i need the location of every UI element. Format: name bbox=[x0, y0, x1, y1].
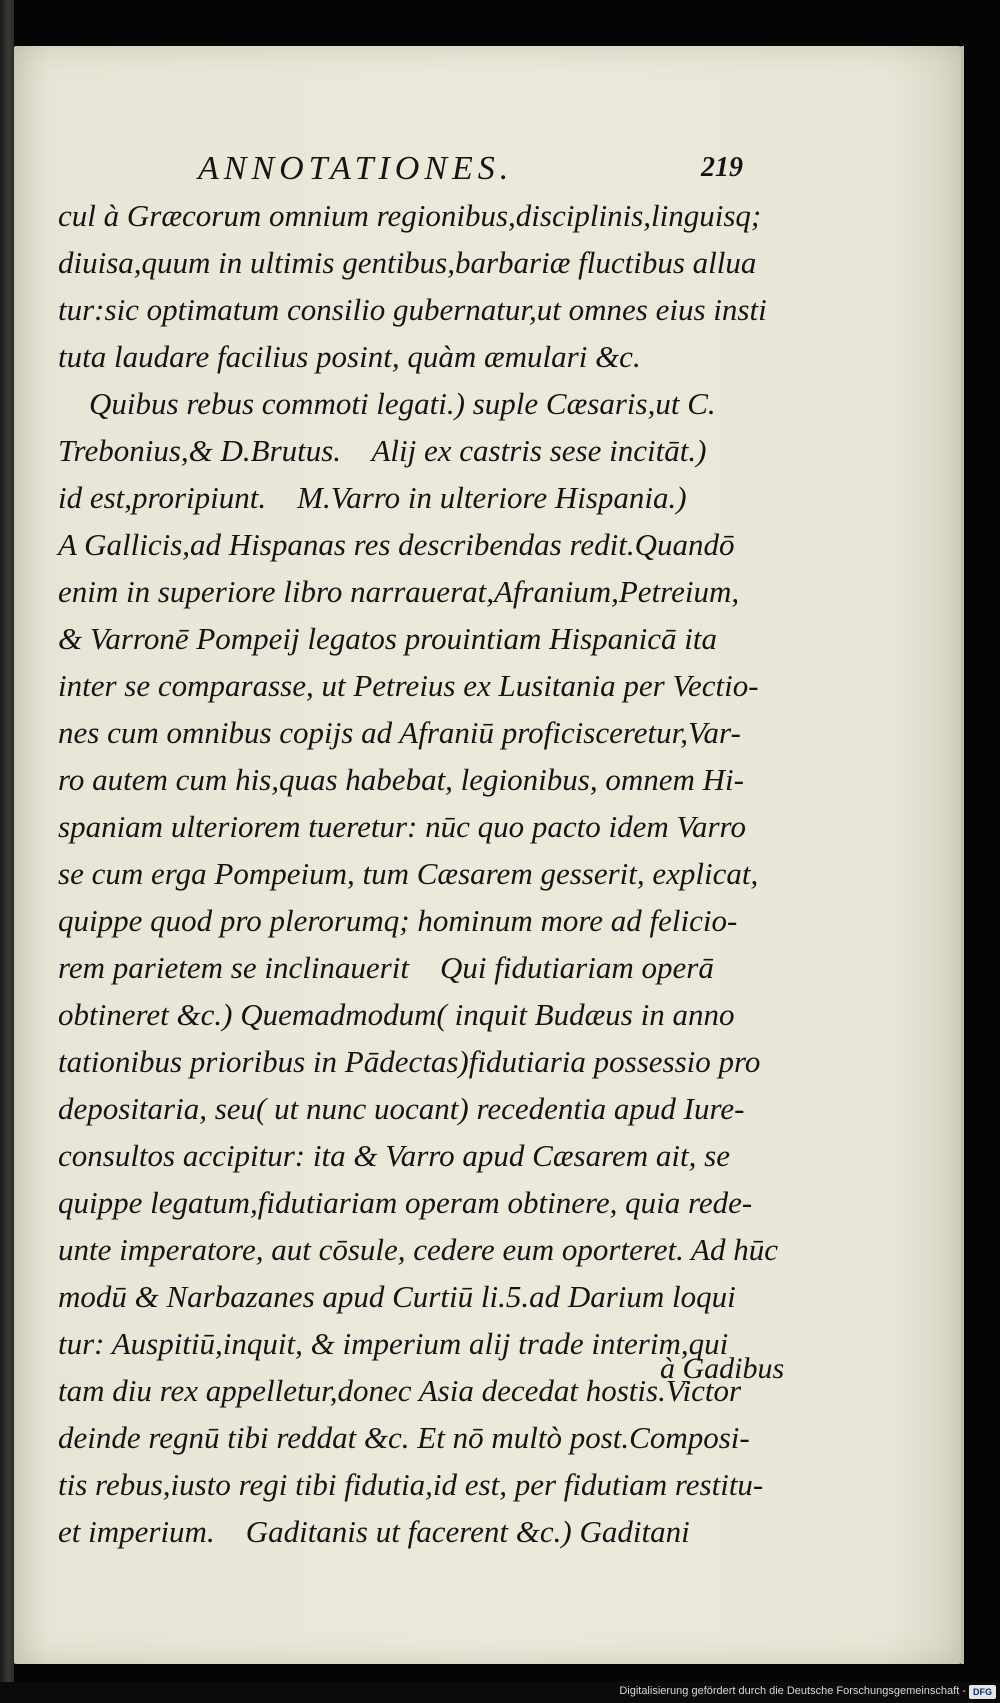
text-line: modū & Narbazanes apud Curtiū li.5.ad Darium loqui bbox=[58, 1279, 736, 1314]
text-line: nes cum omnibus copijs ad Afraniū proficisceretur,Var- bbox=[58, 715, 741, 750]
text-line: et imperium. Gaditanis ut facerent &c.) Gaditani bbox=[58, 1514, 690, 1549]
dfg-logo: DFG bbox=[969, 1685, 996, 1699]
text-line: A Gallicis,ad Hispanas res describendas redit.Quandō bbox=[58, 527, 735, 562]
text-line: inter se comparasse, ut Petreius ex Lusitania per Vectio- bbox=[58, 668, 759, 703]
text-line: ro autem cum his,quas habebat, legionibus, omnem Hi- bbox=[58, 762, 744, 797]
page-header bbox=[198, 150, 743, 196]
text-line: tationibus prioribus in Pādectas)fidutiaria possessio pro bbox=[58, 1044, 761, 1079]
text-line: unte imperatore, aut cōsule, cedere eum oporteret. Ad hūc bbox=[58, 1232, 778, 1267]
text-line: tur: Auspitiū,inquit, & imperium alij trade interim,qui bbox=[58, 1326, 729, 1361]
text-line: quippe quod pro plerorumq; hominum more ad felicio- bbox=[58, 903, 738, 938]
funding-credit: Digitalisierung gefördert durch die Deutsche Forschungsgemeinschaft - bbox=[619, 1685, 966, 1697]
running-head: ANNOTATIONES. bbox=[198, 150, 514, 187]
book-spine bbox=[0, 0, 14, 1703]
page-edge bbox=[961, 46, 964, 1664]
text-line: enim in superiore libro narrauerat,Afranium,Petreium, bbox=[58, 574, 740, 609]
text-line: diuisa,quum in ultimis gentibus,barbariæ fluctibus allua bbox=[58, 245, 757, 280]
text-line: quippe legatum,fidutiariam operam obtinere, quia rede- bbox=[58, 1185, 753, 1220]
page-number: 219 bbox=[701, 152, 743, 183]
text-line: tis rebus,iusto regi tibi fidutia,id est, per fidutiam restitu- bbox=[58, 1467, 764, 1502]
text-line: consultos accipitur: ita & Varro apud Cæsarem ait, se bbox=[58, 1138, 730, 1173]
body-text bbox=[58, 192, 786, 1555]
text-line: se cum erga Pompeium, tum Cæsarem gesserit, explicat, bbox=[58, 856, 759, 891]
text-line: tam diu rex appelletur,donec Asia decedat hostis.Victor bbox=[58, 1373, 742, 1408]
text-line: deinde regnū tibi reddat &c. Et nō multò post.Composi- bbox=[58, 1420, 750, 1455]
text-line: tur:sic optimatum consilio gubernatur,ut omnes eius insti bbox=[58, 292, 767, 327]
text-line: & Varronē Pompeij legatos prouintiam Hispanicā ita bbox=[58, 621, 718, 656]
text-line: Quibus rebus commoti legati.) suple Cæsaris,ut C. bbox=[58, 386, 716, 421]
text-line: depositaria, seu( ut nunc uocant) recedentia apud Iure- bbox=[58, 1091, 745, 1126]
text-line: obtineret &c.) Quemadmodum( inquit Budæus in anno bbox=[58, 997, 735, 1032]
catchword: à Gadibus bbox=[660, 1352, 785, 1385]
text-line: cul à Græcorum omnium regionibus,disciplinis,linguisq; bbox=[58, 198, 762, 233]
text-line: rem parietem se inclinauerit Qui fidutiariam operā bbox=[58, 950, 714, 985]
text-line: tuta laudare facilius posint, quàm æmulari &c. bbox=[58, 339, 641, 374]
text-line: Trebonius,& D.Brutus. Alij ex castris sese incitāt.) bbox=[58, 433, 707, 468]
text-line: spaniam ulteriorem tueretur: nūc quo pacto idem Varro bbox=[58, 809, 746, 844]
footer-bar bbox=[0, 1682, 1000, 1703]
text-line: id est,proripiunt. M.Varro in ulteriore Hispania.) bbox=[58, 480, 687, 515]
